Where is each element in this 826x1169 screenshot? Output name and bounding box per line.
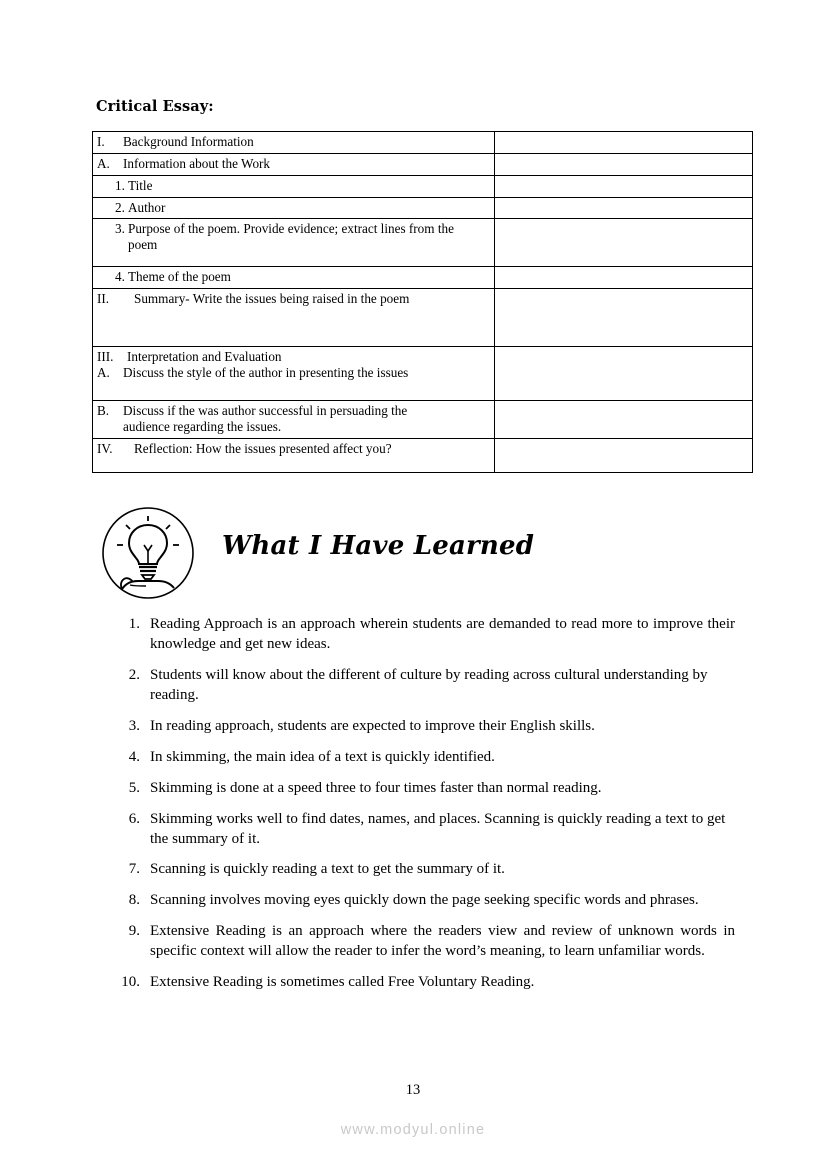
- answer-cell[interactable]: [495, 219, 753, 267]
- table-row: [93, 175, 753, 197]
- list-item-number: 7.: [128, 861, 140, 878]
- list-item-text: In reading approach, students are expected to improve their English skills.: [150, 717, 595, 734]
- list-item-number: 8.: [128, 892, 140, 909]
- list-item: [120, 860, 735, 880]
- page-number: 13: [405, 1082, 421, 1098]
- table-row: [93, 197, 753, 219]
- list-item-number: 5.: [128, 779, 140, 796]
- answer-cell[interactable]: [495, 267, 753, 289]
- row-label: 3.: [115, 221, 125, 237]
- answer-cell[interactable]: [495, 132, 753, 154]
- row-text: Theme of the poem: [128, 269, 231, 285]
- lightbulb-in-hand-icon: [100, 505, 196, 601]
- row-text: Purpose of the poem. Provide evidence; extract lines from the poem: [128, 221, 454, 253]
- row-label: A.: [97, 155, 110, 171]
- answer-cell[interactable]: [495, 175, 753, 197]
- row-label: 2.: [115, 199, 125, 215]
- list-item-number: 4.: [128, 748, 140, 765]
- row-text: Discuss the style of the author in presenting the issues: [123, 365, 409, 381]
- row-text: Discuss if the was author successful in persuading the audience regarding the issues.: [123, 403, 408, 435]
- table-row: [93, 347, 753, 401]
- list-item-text: Extensive Reading is sometimes called Free Voluntary Reading.: [150, 974, 535, 991]
- list-item-number: 1.: [128, 616, 140, 632]
- list-item-number: 6.: [128, 810, 140, 827]
- list-item: [120, 922, 735, 962]
- list-item: [120, 615, 735, 655]
- row-label: IV.: [97, 440, 113, 456]
- table-row: [93, 289, 753, 347]
- table-row: [93, 438, 753, 472]
- answer-cell[interactable]: [495, 289, 753, 347]
- answer-cell[interactable]: [495, 347, 753, 401]
- list-item: [120, 973, 735, 993]
- table-row: [93, 401, 753, 439]
- answer-cell[interactable]: [495, 197, 753, 219]
- list-item-text: Scanning is quickly reading a text to get the summary of it.: [150, 861, 505, 878]
- learned-items-list: [120, 615, 735, 1004]
- list-item-text: Scanning involves moving eyes quickly down the page seeking specific words and phrases.: [150, 892, 699, 909]
- list-item-number: 3.: [128, 717, 140, 734]
- list-item-text: Extensive Reading is an approach where the readers view and review of unknown words in specific context will allow the reader to infer the word’s meaning, to learn unfamiliar words.: [150, 923, 735, 960]
- list-item: [120, 810, 735, 850]
- row-text: Interpretation and Evaluation: [127, 349, 282, 365]
- table-row: [93, 267, 753, 289]
- what-i-have-learned-header: [100, 505, 740, 600]
- answer-cell[interactable]: [495, 438, 753, 472]
- row-label: A.: [97, 365, 110, 381]
- list-item-text: Students will know about the different of culture by reading across cultural understanding by reading.: [150, 666, 708, 703]
- table-row: [93, 219, 753, 267]
- row-label: III.: [97, 349, 114, 365]
- row-label: 4.: [115, 269, 125, 285]
- row-label: B.: [97, 403, 110, 419]
- list-item-number: 10.: [121, 974, 140, 991]
- row-text: Information about the Work: [123, 155, 271, 171]
- list-item: [120, 748, 735, 768]
- row-label: I.: [97, 134, 105, 149]
- row-label: II.: [97, 291, 110, 307]
- section-title: What I Have Learned: [222, 531, 535, 561]
- table-row: [93, 153, 753, 175]
- list-item: [120, 717, 735, 737]
- row-text: Background Information: [123, 134, 254, 149]
- list-item-text: Skimming is done at a speed three to four times faster than normal reading.: [150, 779, 602, 796]
- table-row: [93, 132, 753, 154]
- list-item-text: In skimming, the main idea of a text is quickly identified.: [150, 748, 495, 765]
- list-item-text: Reading Approach is an approach wherein students are demanded to read more to improve their knowledge and get new ideas.: [150, 616, 735, 652]
- row-text: Reflection: How the issues presented affect you?: [134, 440, 392, 456]
- answer-cell[interactable]: [495, 153, 753, 175]
- list-item: [120, 666, 735, 706]
- list-item: [120, 891, 735, 911]
- row-text: Author: [128, 199, 166, 215]
- answer-cell[interactable]: [495, 401, 753, 439]
- list-item-number: 2.: [128, 666, 140, 683]
- list-item: [120, 779, 735, 799]
- list-item-number: 9.: [128, 923, 140, 940]
- watermark: www.modyul.online: [340, 1122, 486, 1138]
- row-label: 1.: [115, 177, 125, 193]
- critical-essay-table: [92, 131, 753, 473]
- list-item-text: Skimming works well to find dates, names, and places. Scanning is quickly reading a text to get the summary of it.: [150, 810, 726, 847]
- row-text: Title: [128, 177, 153, 193]
- row-text: Summary- Write the issues being raised in the poem: [134, 291, 410, 307]
- page-title: Critical Essay:: [96, 98, 214, 115]
